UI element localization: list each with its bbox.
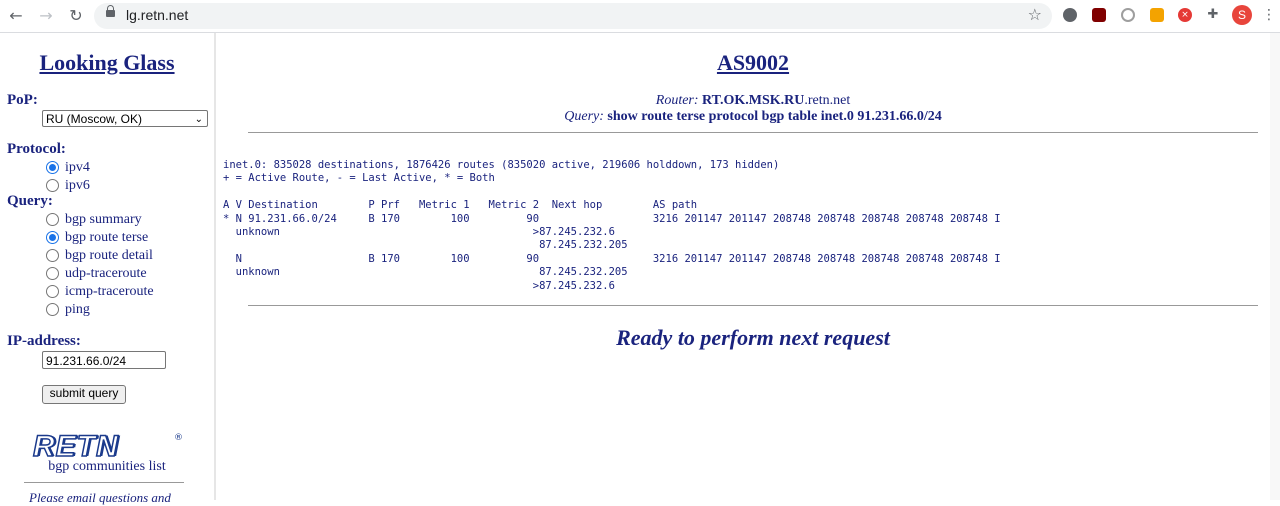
radio-udp-traceroute-button[interactable]	[46, 267, 59, 280]
scrollbar[interactable]	[1270, 33, 1280, 500]
radio-bgp-summary-button[interactable]	[46, 213, 59, 226]
extension-icon-1[interactable]	[1063, 8, 1077, 22]
looking-glass-title[interactable]: Looking Glass	[39, 50, 175, 75]
radio-ipv6-button[interactable]	[46, 179, 59, 192]
router-label: Router:	[655, 93, 699, 108]
bookmark-star-icon[interactable]: ☆	[1027, 5, 1042, 24]
route-output: inet.0: 835028 destinations, 1876426 routes (835020 active, 219606 holddown, 173 hidden) + = Active Route, - = Last Active, * = Both A V Destination P Prf Metric 1 Metric 2 Next hop AS path * N 91.231.66.0/24 B 170 100 90 3216 201147 201147 208748 208748 208748 208748 208748 I unknown >87.245.232.6 87.245.232.205 N B 170 100 90 3216 201147 201147 208748 208748 208748 208748 208748 I unknown 87.245.232.205 >87.245.232.6	[223, 159, 1001, 292]
forward-icon[interactable]: →	[39, 6, 53, 25]
radio-udp-traceroute[interactable]	[46, 265, 147, 283]
chevron-down-icon: ⌄	[194, 114, 203, 125]
radio-ping[interactable]	[46, 301, 90, 319]
email-note: Please email questions and	[29, 490, 171, 505]
extension-icon-3[interactable]	[1121, 8, 1135, 22]
query-line	[216, 109, 1280, 125]
radio-bgp-route-detail-label: bgp route detail	[65, 248, 153, 263]
ublock-icon[interactable]	[1092, 8, 1106, 22]
radio-bgp-route-terse-label: bgp route terse	[65, 230, 149, 245]
puzzle-icon[interactable]: ✚	[1207, 7, 1219, 22]
radio-ipv6-label: ipv6	[65, 178, 90, 193]
query-command: show route terse protocol bgp table inet.0 91.231.66.0/24	[607, 109, 942, 124]
radio-bgp-summary[interactable]	[46, 211, 142, 229]
radio-ipv4[interactable]	[46, 159, 90, 177]
registered-mark-icon: ®	[174, 433, 183, 443]
router-domain: .retn.net	[804, 93, 851, 108]
query-line-label: Query:	[564, 109, 604, 124]
radio-icmp-traceroute-button[interactable]	[46, 285, 59, 298]
radio-bgp-route-detail[interactable]	[46, 247, 153, 265]
query-label: Query:	[7, 193, 53, 209]
router-name: RT.OK.MSK.RU	[702, 93, 805, 108]
kebab-menu-icon[interactable]: ⋮	[1262, 7, 1276, 23]
lock-icon	[106, 10, 115, 17]
retn-logo: RETN	[33, 430, 119, 463]
radio-ping-label: ping	[65, 302, 90, 317]
left-divider	[24, 482, 184, 483]
results-frame	[216, 33, 1280, 500]
submit-query-button[interactable]: submit query	[42, 385, 126, 404]
url-text: lg.retn.net	[126, 7, 189, 23]
bottom-divider	[248, 305, 1258, 306]
protocol-label: Protocol:	[7, 141, 66, 157]
radio-bgp-summary-label: bgp summary	[65, 212, 142, 227]
extension-icon-4[interactable]	[1150, 8, 1164, 22]
pop-selected-value: RU (Moscow, OK)	[46, 112, 143, 126]
top-divider	[248, 132, 1258, 133]
back-icon[interactable]: ←	[9, 6, 23, 25]
radio-ipv4-label: ipv4	[65, 160, 90, 175]
radio-icmp-traceroute-label: icmp-traceroute	[65, 284, 154, 299]
radio-ping-button[interactable]	[46, 303, 59, 316]
pop-label: PoP:	[7, 92, 38, 108]
radio-udp-traceroute-label: udp-traceroute	[65, 266, 147, 281]
ready-status: Ready to perform next request	[616, 325, 890, 350]
extension-icon-5[interactable]: ×	[1178, 8, 1192, 22]
radio-ipv4-button[interactable]	[46, 161, 59, 174]
pop-select[interactable]	[42, 110, 208, 127]
router-line	[216, 93, 1280, 109]
avatar[interactable]: S	[1232, 5, 1252, 25]
as-number-title[interactable]: AS9002	[716, 50, 790, 75]
reload-icon[interactable]: ↻	[69, 6, 83, 25]
radio-bgp-route-terse[interactable]	[46, 229, 148, 247]
browser-toolbar	[0, 0, 1280, 33]
radio-bgp-route-terse-button[interactable]	[46, 231, 59, 244]
bgp-communities-link[interactable]: bgp communities list	[48, 459, 166, 474]
address-bar[interactable]	[94, 3, 1052, 29]
ip-address-input[interactable]: 91.231.66.0/24	[42, 351, 166, 369]
left-frame	[0, 33, 216, 505]
ip-address-label: IP-address:	[7, 333, 81, 349]
radio-icmp-traceroute[interactable]	[46, 283, 154, 301]
radio-bgp-route-detail-button[interactable]	[46, 249, 59, 262]
